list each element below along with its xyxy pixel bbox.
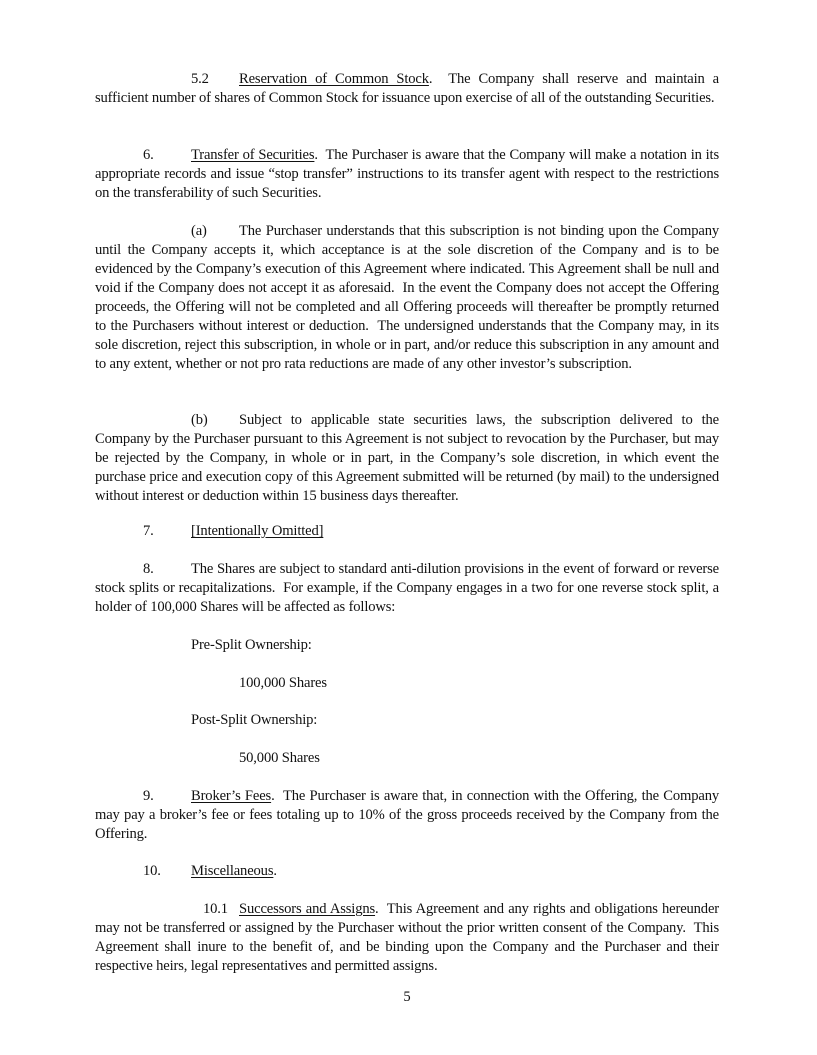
post-split-value: 50,000 Shares (239, 750, 320, 766)
section-number: 10.1 (203, 901, 228, 917)
section-heading: [Intentionally Omitted] (191, 523, 324, 539)
section-body: The Purchaser understands that this subscription is not binding upon the Company until the Company accepts it, which acceptance is at the sole discretion of the Company and is to be evidenced by the Company’s execution of this Agreement where indicated. This Agreement shall be null and void if the Company does not accept it as aforesaid. In the event the Company does not accept the Offering proceeds, the Offering will not be completed and all Offering proceeds will thereafter be promptly returned to the Purchasers without interest or deduction. The undersigned understands that the Company may, in its sole discretion, reject this subscription, in whole or in part, and/or reduce this subscription in any amount and to any extent, whether or not pro rata reductions are made of any other investor’s subscription. (95, 223, 723, 372)
section-5-2 (95, 70, 723, 108)
section-heading: Miscellaneous (191, 863, 274, 879)
section-heading: Reservation of Common Stock (239, 71, 429, 87)
section-body: The Purchaser is aware that, in connection with the Offering, the Company may pay a broker’s fee or fees totaling up to 10% of the gross proceeds received by the Company from the Offering. (95, 788, 723, 842)
section-6 (95, 146, 723, 203)
section-body: Subject to applicable state securities laws, the subscription delivered to the Company by the Purchaser pursuant to this Agreement is not subject to revocation by the Purchaser, but may be rejected by the Company, in whole or in part, in the Company’s sole discretion, in which event the purchase price and execution copy of this Agreement submitted will be returned (by mail) to the undersigned without interest or deduction within 15 business days thereafter. (95, 412, 723, 504)
section-6b (95, 411, 723, 506)
pre-split-label: Pre-Split Ownership: (191, 637, 312, 653)
section-number: (a) (191, 223, 207, 239)
section-8 (95, 560, 723, 617)
section-heading: Transfer of Securities (191, 147, 315, 163)
section-number: 7. (143, 523, 154, 539)
pre-split-value: 100,000 Shares (239, 675, 327, 691)
section-10-1 (95, 900, 723, 976)
section-body: The Purchaser is aware that the Company will make a notation in its appropriate records and issue “stop transfer” instructions to its transfer agent with respect to the restrictions on the transferability of such Securities. (95, 147, 723, 201)
section-7 (95, 522, 719, 541)
section-number: 8. (143, 561, 154, 577)
section-body: This Agreement and any rights and obligations hereunder may not be transferred or assigned by the Purchaser without the prior written consent of the Company. This Agreement shall inure to the benefit of, and be binding upon the Company and the Purchaser and their respective heirs, legal representatives and permitted assigns. (95, 901, 723, 974)
heading-punct: . (428, 71, 433, 87)
section-number: (b) (191, 412, 208, 428)
heading-punct: . (271, 788, 275, 804)
section-heading: Successors and Assigns (239, 901, 376, 917)
section-6a (95, 222, 723, 374)
post-split-label: Post-Split Ownership: (191, 712, 318, 728)
section-9 (95, 787, 723, 844)
heading-punct: . (273, 863, 277, 879)
section-body: The Shares are subject to standard anti-dilution provisions in the event of forward or reverse stock splits or recapitalizations. For example, if the Company engages in a two for one reverse stock split, a holder of 100,000 Shares will be affected as follows: (95, 561, 723, 615)
heading-punct: . (314, 147, 318, 163)
section-number: 9. (143, 788, 154, 804)
section-number: 10. (143, 863, 161, 879)
section-number: 6. (143, 147, 154, 163)
section-body: The Company shall reserve and maintain a sufficient number of shares of Common Stock for issuance upon exercise of all of the outstanding Securities. (95, 71, 723, 106)
page-number: 5 (403, 989, 411, 1005)
section-heading: Broker’s Fees (191, 788, 272, 804)
heading-punct: . (375, 901, 379, 917)
section-10 (95, 862, 719, 881)
section-number: 5.2 (191, 71, 209, 87)
